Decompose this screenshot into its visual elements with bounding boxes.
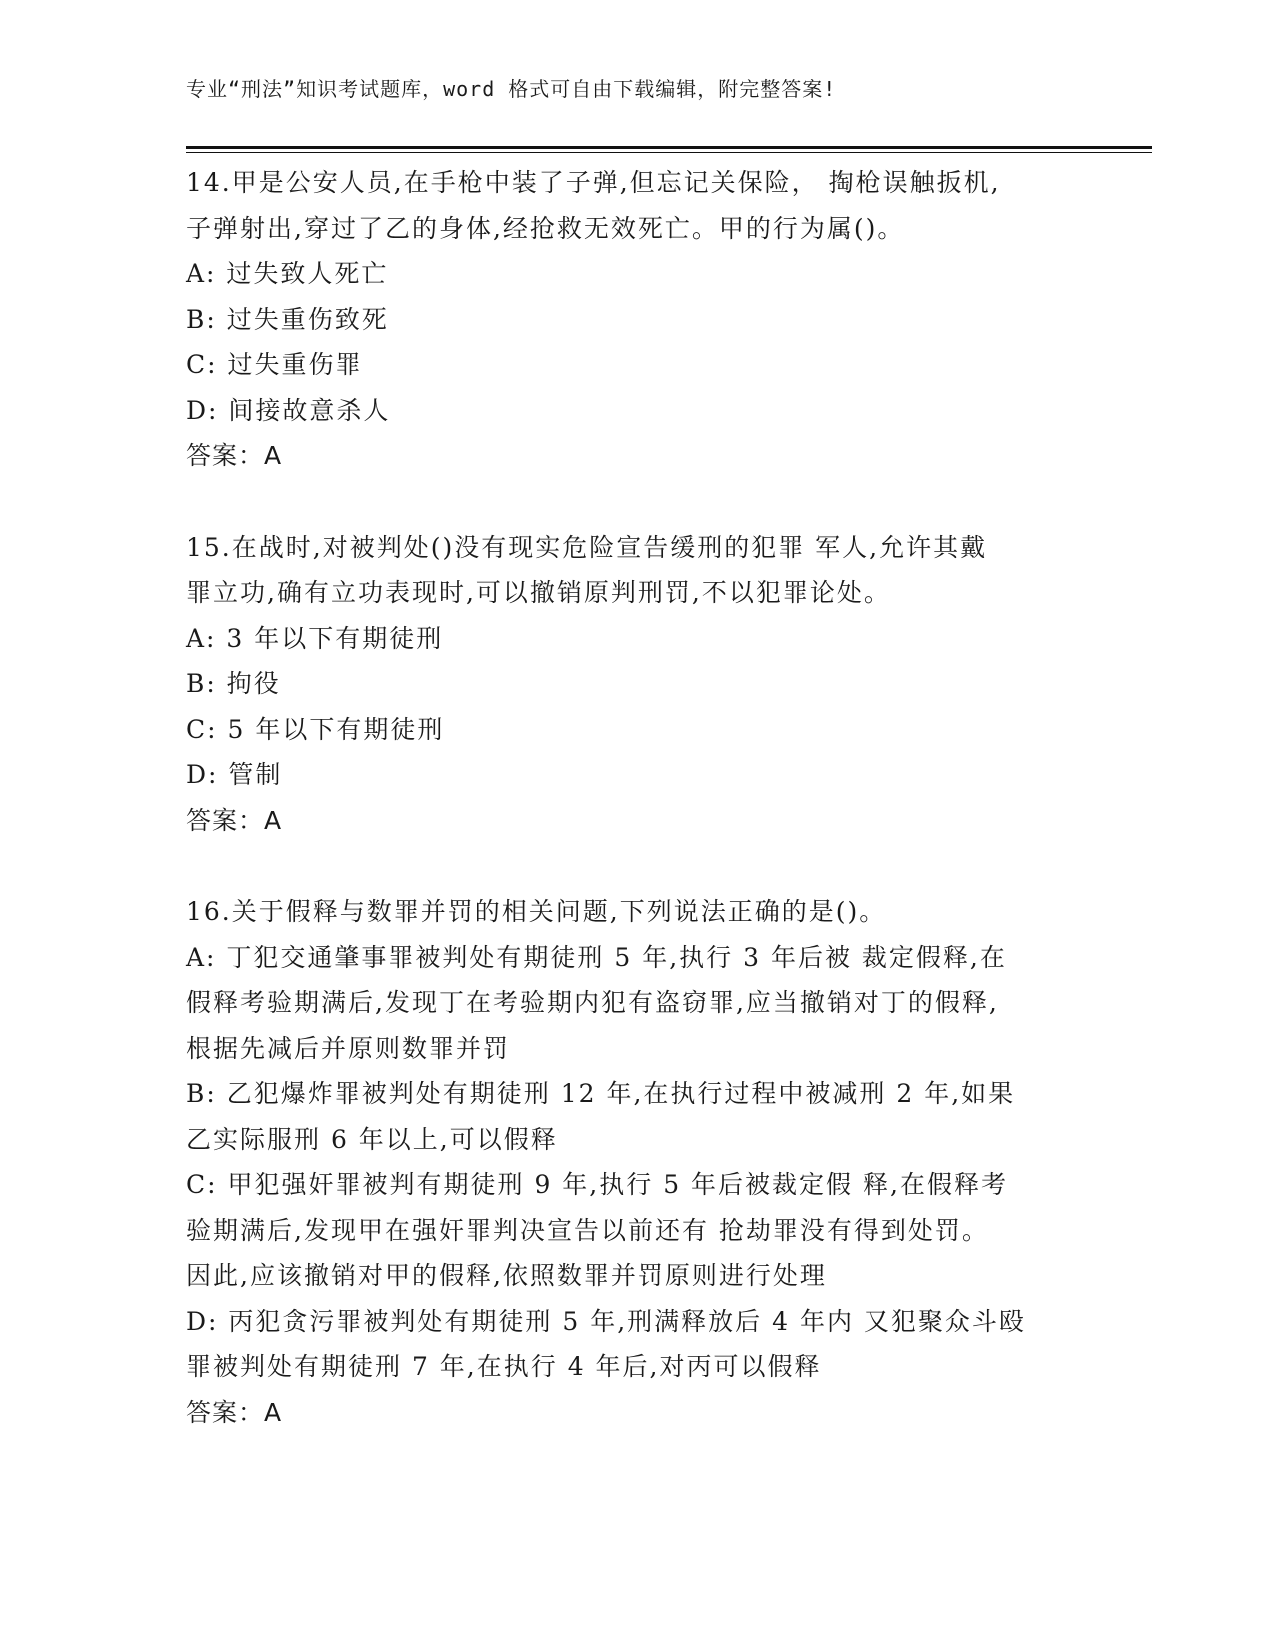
option-line: 验期满后,发现甲在强奸罪判决宣告以前还有 抢劫罪没有得到处罚。	[186, 1215, 989, 1245]
question-block	[186, 160, 1086, 479]
question-stem-line: 15.在战时,对被判处()没有现实危险宣告缓刑的犯罪 军人,允许其戴	[186, 532, 988, 562]
option-line: C: 甲犯强奸罪被判有期徒刑 9 年,执行 5 年后被裁定假 释,在假释考	[186, 1170, 1008, 1199]
option-line: 乙实际服刑 6 年以上,可以假释	[186, 1124, 558, 1154]
answer-line: 答案：A	[186, 805, 283, 835]
option-line: B: 乙犯爆炸罪被判处有期徒刑 12 年,在执行过程中被减刑 2 年,如果	[186, 1079, 1016, 1108]
answer-line: 答案：A	[186, 441, 283, 470]
question-stem-line: 14.甲是公安人员,在手枪中装了子弹,但忘记关保险， 掏枪误触扳机,	[186, 168, 1001, 197]
option-line: 罪被判处有期徒刑 7 年,在执行 4 年后,对丙可以假释	[186, 1352, 822, 1381]
option-line: 根据先减后并原则数罪并罚	[186, 1033, 511, 1063]
option-line: D: 丙犯贪污罪被判处有期徒刑 5 年,刑满释放后 4 年内 又犯聚众斗殴	[186, 1306, 1026, 1336]
option-line: 假释考验期满后,发现丁在考验期内犯有盗窃罪,应当撤销对丁的假释,	[186, 988, 999, 1017]
option-line: A: 3 年以下有期徒刑	[186, 623, 444, 653]
answer-line: 答案：A	[186, 1397, 283, 1427]
page-header: 专业“刑法”知识考试题库，word 格式可自由下载编辑，附完整答案!	[186, 77, 837, 101]
option-line: A: 丁犯交通肇事罪被判处有期徒刑 5 年,执行 3 年后被 裁定假释,在	[186, 942, 1007, 972]
header-rule-thin	[186, 152, 1152, 153]
option-line: B: 拘役	[186, 669, 281, 698]
option-line: 因此,应该撤销对甲的假释,依照数罪并罚原则进行处理	[186, 1261, 827, 1290]
question-list	[186, 160, 1086, 1481]
question-stem-line: 子弹射出,穿过了乙的身体,经抢救无效死亡。甲的行为属()。	[186, 213, 905, 243]
option-line: C: 过失重伤罪	[186, 350, 363, 379]
question-block	[186, 889, 1086, 1435]
option-line: B: 过失重伤致死	[186, 304, 389, 334]
option-line: A: 过失致人死亡	[186, 259, 389, 288]
question-stem-line: 16.关于假释与数罪并罚的相关问题,下列说法正确的是()。	[186, 897, 887, 926]
option-line: D: 管制	[186, 760, 283, 789]
header-rule-thick	[186, 146, 1152, 149]
option-line: C: 5 年以下有期徒刑	[186, 714, 445, 744]
option-line: D: 间接故意杀人	[186, 395, 391, 425]
question-stem-line: 罪立功,确有立功表现时,可以撤销原判刑罚,不以犯罪论处。	[186, 578, 891, 607]
question-block	[186, 525, 1086, 844]
